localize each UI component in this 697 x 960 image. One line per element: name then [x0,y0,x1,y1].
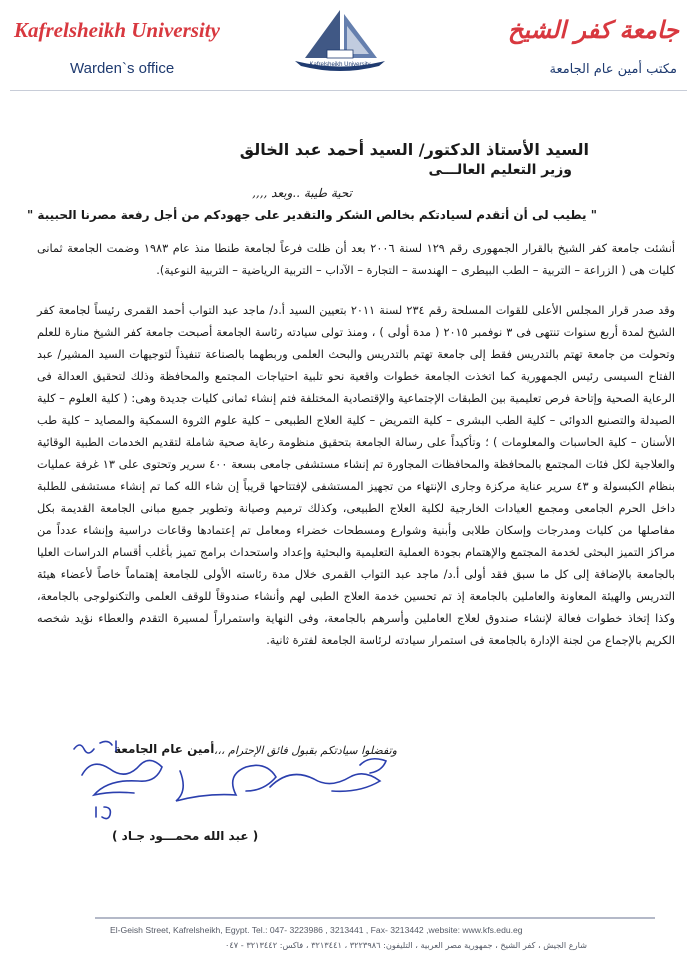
university-name-en: Kafrelsheikh University [14,18,220,42]
signatory-title: أمين عام الجامعة [114,742,215,756]
footer-divider [95,917,655,919]
closing-line: وتفضلوا سيادتكم بقبول فائق الإحترام ،،، [213,744,397,757]
addressee-title: وزير التعليم العالـــى [428,162,572,178]
office-name-en: Warden`s office [70,60,175,77]
signatory-name: ( عبد الله محمـــود جـاد ) [112,829,259,843]
footer-address-en: El-Geish Street, Kafrelsheikh, Egypt. Tel.: 047- 3223986 , 3213441 , Fax- 3213442 ,website: www.kfs.edu.eg [110,925,523,935]
header-divider [10,90,687,91]
university-name-ar: جامعة كفر الشيخ [507,16,679,44]
paragraph-2: وقد صدر قرار المجلس الأعلى للقوات المسلحة رقم ٢٣٤ لسنة ٢٠١١ بتعيين السيد أ.د/ ماجد عبد التواب أحمد القمرى رئيساً لجامعة كفر الشيخ لمدة أربع سنوات تنتهى فى ٣ نوفمبر ٢٠١٥ ( مدة أولى ) ، ومنذ تولى سيادته رئاسة الجامعة أصبحت جامعة كفر الشيخ منارة للعلم وتحولت من جامعة تهتم بالتدريس فقط إلى جامعة تهتم بالتدريس والبحث العلمى وربطهما بالصناعة تنفيذاً لتوجيهات السيد المشير/ عبد الفتاح السيسى رئيس الجمهورية كما اتخذت الجامعة خطوات واقعية نحو تلبية احتياجات المجتمع والمحافظة وذلك لتحقيق العدالة فى الرعاية الصحية وإتاحة فرص تعليمية بين الطبقات الإجتماعية والإقتصادية المختلفة فتم إنشاء ثمانى كليات جديدة وهى: ( كلية العلوم – كلية الصيدلة والتصنيع الدوائى – كلية الطب البشرى – كلية التمريض – كلية العلاج الطبيعى – كلية علوم الثروة السمكية والمصايد – كلية طب الأسنان – كلية الحاسبات والمعلومات ) ؛ وتأكيداً على رسالة الجامعة بتحقيق منظومة رعاية صحية شاملة لتقديم الخدمات الطبية الوقائية والعلاجية لكل فئات المجتمع بالمحافظة والمحافظات المجاورة تم إنشاء مستشفى جامعى بسعة ٤٠٠ سرير وتحتوى على ١٣ غرفة عمليات بنظام الكبسولة و ٤٣ سرير عناية مركزة وجارى الإنتهاء من تجهيز المستشفى لإفتتاحها قريباً إن شاء الله كما تم إنشاء مستشفى للطلبة داخل الحرم الجامعى ومجمع العيادات الخارجية لكلية العلاج الطبيعى، وكذلك ترميم وصيانة وتطوير جميع مبانى الجامعة القديمة بكل مفاصلها من كليات ومدرجات وإسكان طلابى وأبنية وشوارع ومسطحات خضراء ومعامل تم إعتمادها وقاعات دراسية وإنشاء عدداً من مراكز التميز البحثى لخدمة المجتمع والإهتمام بجودة العملية التعليمية والبحثية وإعداد واستحداث برامج تميز بأغلب أقسام الدراسات العليا بالجامعة بالإضافة إلى كل ما سبق فقد أولى أ.د/ ماجد عبد التواب القمرى خلال مدة رئاسته الأولى للجامعة إهتماماً خاصاً لأعضاء هيئة التدريس والهيئة المعاونة والعاملين بالجامعة إذ تم تحسين خدمة العلاج الطبى لهم وأنشاء صندوقاً للوقف العلمى والتكنولوجى بالجامعة، وكذا إتخاذ خطوات فعالة لإنشاء صندوق لعلاج العاملين وأسرهم بالجامعة، وفى النهاية واستمراراً لمسيرة التقدم والعطاء نؤيد شخصه الكريم بالإجماع من لجنة الإدارة بالجامعة فى استمرار سيادته لرئاسة الجامعة لفترة ثانية. [37,304,675,647]
office-name-ar: مكتب أمين عام الجامعة [549,62,677,77]
intro-line: " يطيب لى أن أتقدم لسيادتكم بخالص الشكر والتقدير على جهودكم من أجل رفعة مصرنا الحبيبة " [27,208,597,222]
logo-caption: Kafrelsheikh University [309,62,371,68]
footer-address-ar: شارع الجيش ، كفر الشيخ ، جمهورية مصر العربية ، التليفون: ٣٢٢٣٩٨٦ ، ٣٢١٣٤٤١ ، فاكس: ٣٢١٣٤٤٢ - ٠٤٧ [224,940,587,950]
paragraph-1: أنشئت جامعة كفر الشيخ بالقرار الجمهورى رقم ١٢٩ لسنة ٢٠٠٦ بعد أن ظلت فرعاً لجامعة طنطا منذ عام ١٩٨٣ وضمت الجامعة ثمانى كليات هى ( الزراعة – التربية – الطب البيطرى – الهندسة – التجارة – الآداب – التربية الرياضية – التربية النوعية). [37,242,675,277]
university-logo [285,6,395,86]
addressee: السيد الأستاذ الدكتور/ السيد أحمد عبد الخالق [239,140,589,159]
greeting: تحية طيبة ..وبعد ,,,, [252,186,352,200]
handwritten-signature [60,735,460,835]
